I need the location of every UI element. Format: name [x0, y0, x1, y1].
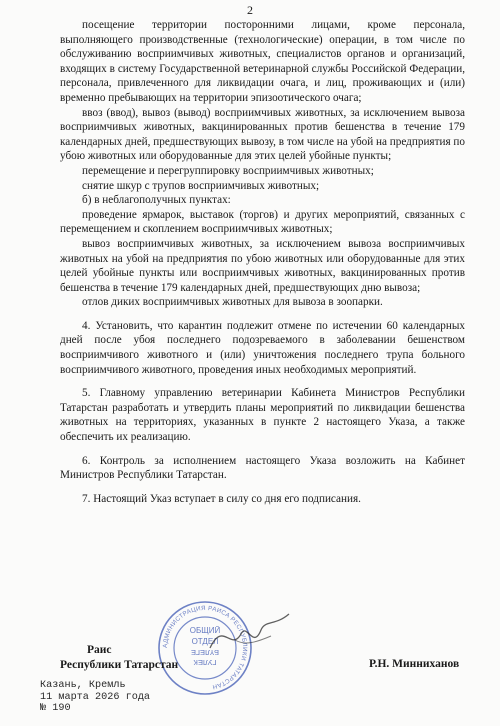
paragraph: перемещение и перегруппировку восприимчивых животных; [82, 164, 374, 177]
stamp-line4: БҮЛЕГЕ [190, 648, 220, 657]
paragraph: проведение ярмарок, выставок (торгов) и других мероприятий, связанных с перемещением и скоплением восприимчивых животных; [60, 208, 465, 236]
handwritten-signature-icon [205, 600, 295, 660]
paragraph: 7. Настоящий Указ вступает в силу со дня его подписания. [82, 492, 361, 505]
paragraph: б) в неблагополучных пунктах: [82, 194, 231, 207]
paragraph: ввоз (ввод), вывоз (вывод) восприимчивых животных, за исключением вывоза восприимчивых животных, вакцинированных против бешенства в течение 179 календарных дней, предшествующих вывозу, в том числе на убой на предприятия по убою животных или оборудованные для этих целей убойные пункты; [60, 106, 465, 163]
date-line: 11 марта 2026 года [40, 691, 151, 703]
paragraph: 4. Установить, что карантин подлежит отмене по истечении 60 календарных дней после убоя последнего подозреваемого в заболевании бешенством восприимчивого животного и (или) уничтожения последнего трупа больного восприимчивого животного, проведения иных необходимых мероприятий. [60, 319, 465, 376]
signatory-title-line2: Республики Татарстан [60, 659, 179, 671]
signatory-title-line1: Раис [87, 644, 112, 656]
place-line: Казань, Кремль [40, 680, 126, 691]
signatory-title [60, 643, 180, 673]
paragraph: посещение территории посторонними лицами, кроме персонала, выполняющего производственные (технологические) операции, в том числе по обслуживанию восприимчивых животных, специалистов органов и организаций, входящих в систему Государственной ветеринарной службы Российской Федерации, персонала, привлеченного для ликвидации очага, и лиц, проживающих и (или) временно пребывающих на территории эпизоотического очага; [60, 19, 465, 104]
paragraph: отлов диких восприимчивых животных для вывоза в зоопарки. [82, 296, 383, 309]
paragraph: снятие шкур с трупов восприимчивых животных; [82, 179, 320, 192]
stamp-line3: ГУЛЕК [193, 658, 217, 667]
page-number: 2 [247, 3, 253, 17]
paragraph: вывоз восприимчивых животных, за исключением вывоза восприимчивых животных на убой на предприятия по убою животных или оборудованные для этих целей убойные пункты или восприимчивых животных, вакцинированных против бешенства в течение 179 календарных дней, предшествующих дню вывоза; [60, 237, 465, 294]
signatory-name: Р.Н. Минниханов [369, 658, 460, 670]
decree-number: № 190 [40, 703, 71, 715]
stamp-line1: ОБЩИЙ [189, 626, 221, 635]
paragraph: 6. Контроль за исполнением настоящего Указа возложить на Кабинет Министров Республики Татарстан. [60, 454, 465, 482]
decree-body [60, 18, 465, 506]
stamp-line2: ОТДЕЛ [191, 637, 219, 646]
paragraph: 5. Главному управлению ветеринарии Кабинета Министров Республики Татарстан разработать и утвердить планы мероприятий по ликвидации бешенства животных на территориях, указанных в пункте 2 настоящего Указа, а также обеспечить их реализацию. [60, 387, 465, 444]
place-and-date [40, 680, 150, 715]
stamp-ring-text: АДМИНИСТРАЦИЯ РАИСА РЕСПУБЛИКИ ТАТАРСТАН [161, 604, 249, 691]
